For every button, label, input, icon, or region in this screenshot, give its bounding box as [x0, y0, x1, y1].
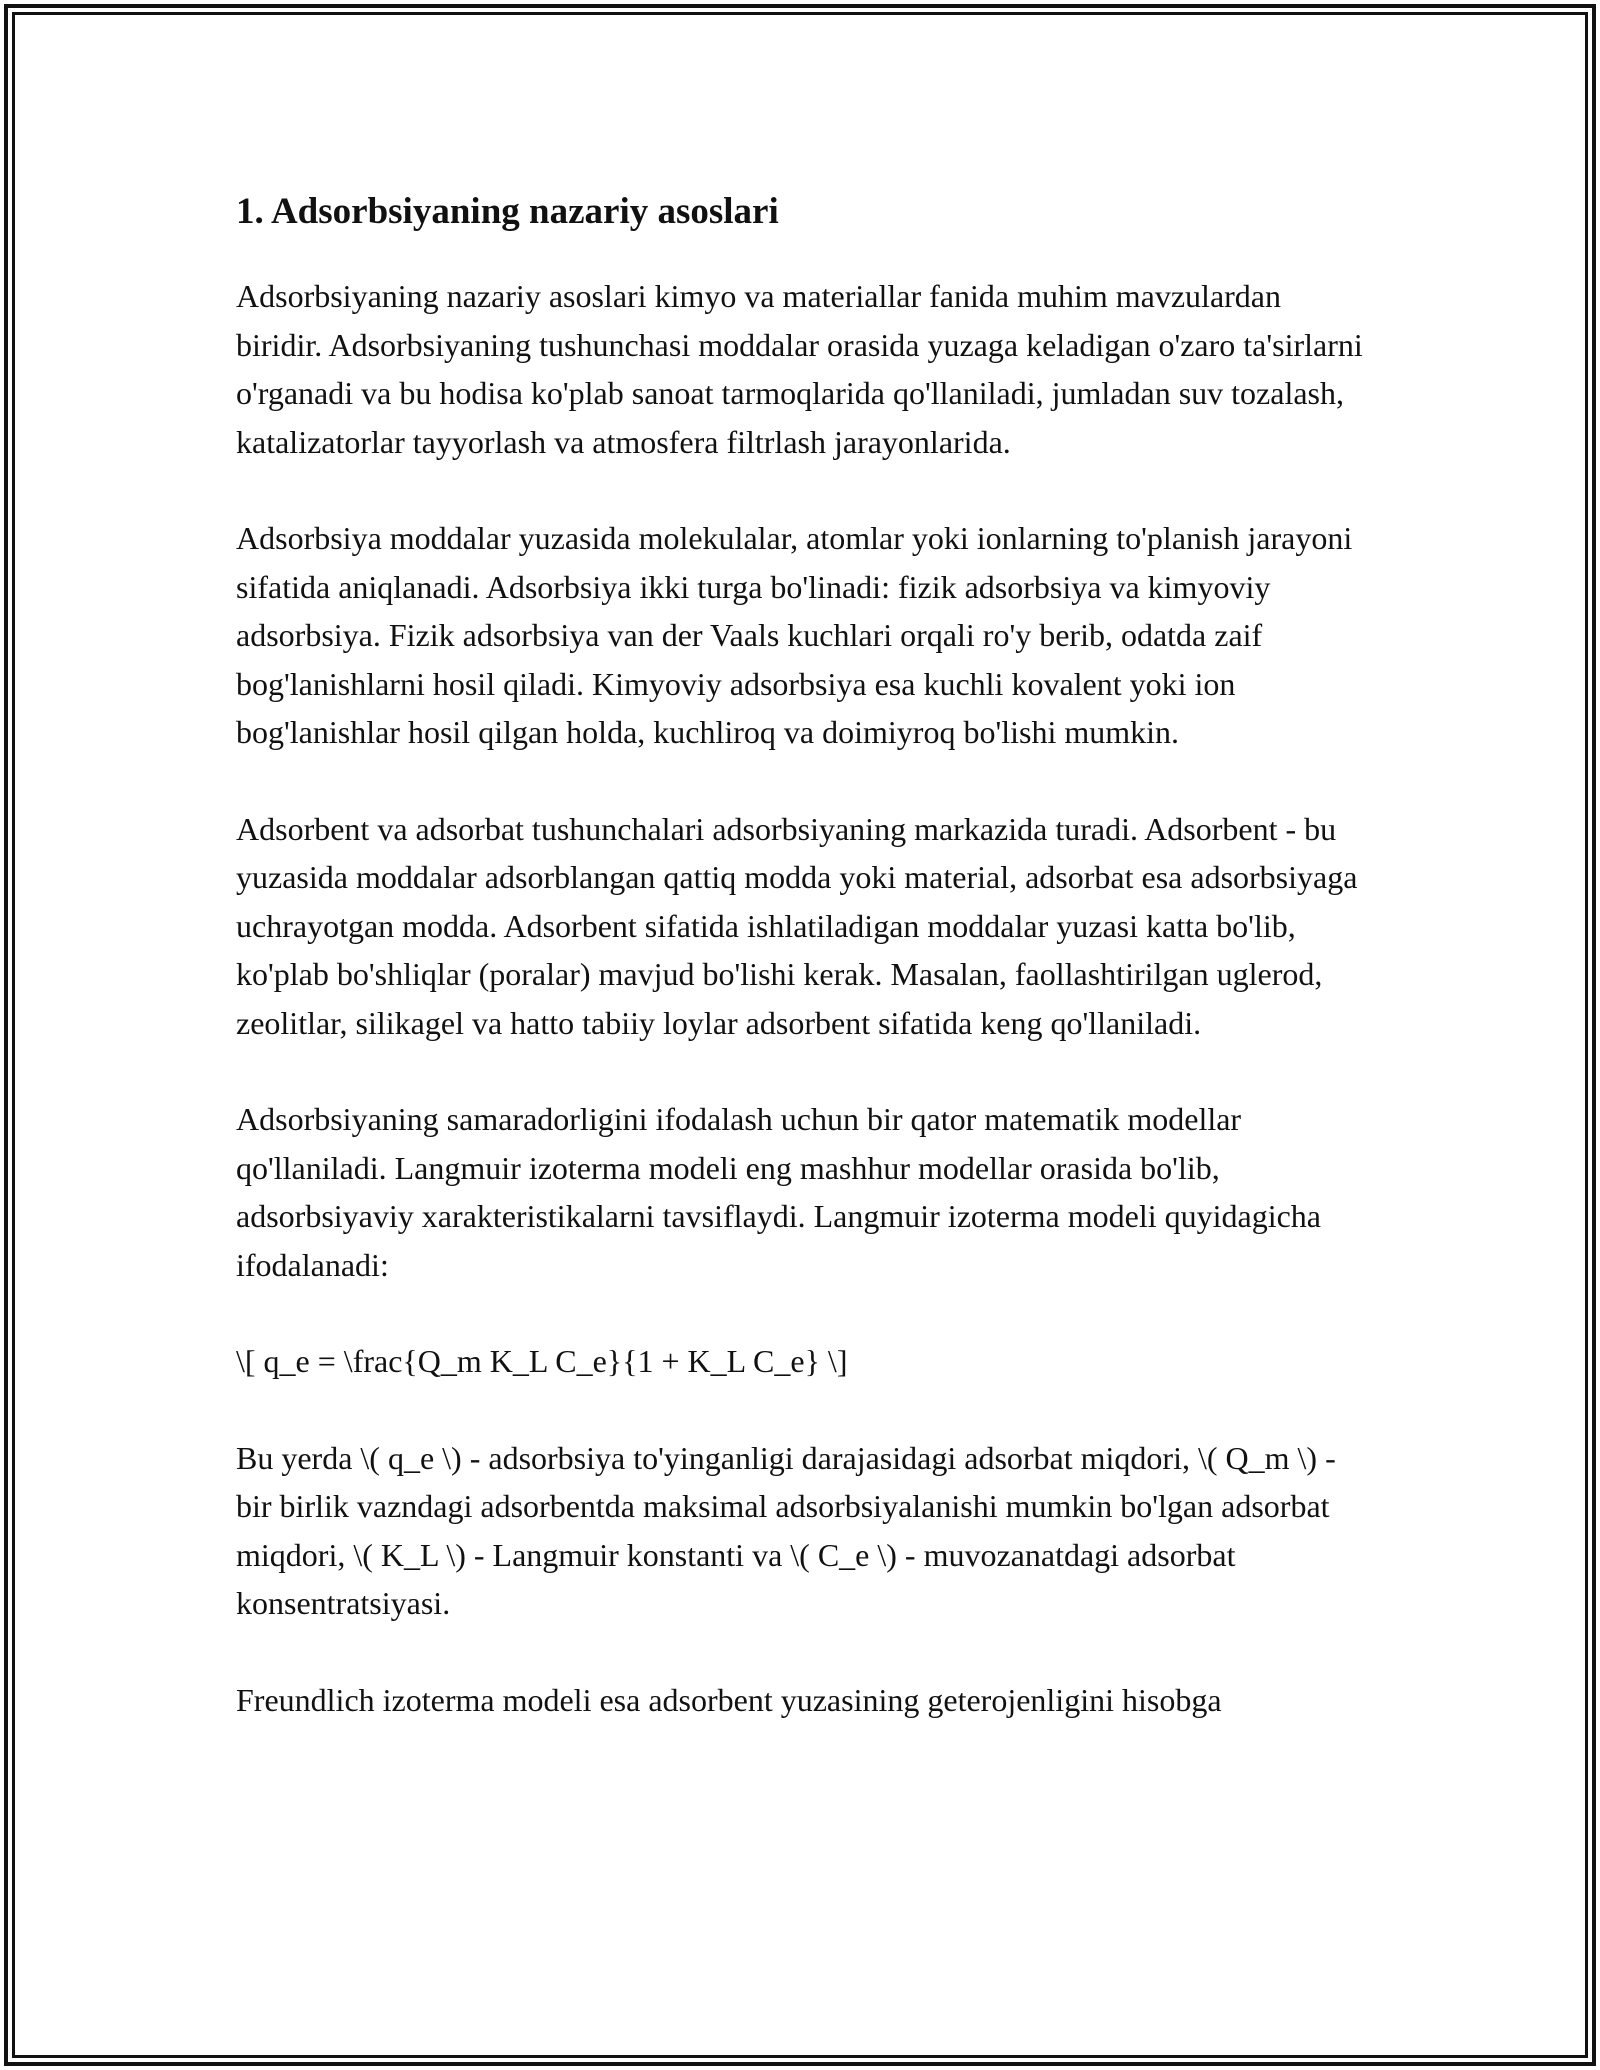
paragraph-intro: Adsorbsiyaning nazariy asoslari kimyo va materiallar fanida muhim mavzulardan biridir. Adsorbsiyaning tushunchasi moddalar orasida yuzaga keladigan o'zaro ta'sirlarni o'rganadi va bu hodisa ko'plab sanoat tarmoqlarida qo'llaniladi, jumladan suv tozalash, katalizatorlar tayyorlash va atmosfera filtrlash jarayonlarida.: [236, 278, 1363, 460]
paragraph-langmuir-intro: Adsorbsiyaning samaradorligini ifodalash uchun bir qator matematik modellar qo'llaniladi. Langmuir izoterma modeli eng mashhur modellar orasida bo'lib, adsorbsiyaviy xarakteristikalarni tavsiflaydi. Langmuir izoterma modeli quyidagicha ifodalanadi:: [236, 1101, 1321, 1283]
paragraph-formula-explanation: Bu yerda \( q_e \) - adsorbsiya to'yinganligi darajasidagi adsorbat miqdori, \( Q_m \) - bir birlik vazndagi adsorbentda maksimal adsorbsiyalanishi mumkin bo'lgan adsorbat miqdori, \( K_L \) - Langmuir konstanti va \( C_e \) - muvozanatdagi adsorbat konsentratsiyasi.: [236, 1439, 1336, 1621]
paragraph-adsorption-types: Adsorbsiya moddalar yuzasida molekulalar, atomlar yoki ionlarning to'planish jarayoni sifatida aniqlanadi. Adsorbsiya ikki turga bo'linadi: fizik adsorbsiya va kimyoviy adsorbsiya. Fizik adsorbsiya van der Vaals kuchlari orqali ro'y berib, odatda zaif bog'lanishlarni hosil qiladi. Kimyoviy adsorbsiya esa kuchli kovalent yoki ion bog'lanishlar hosil qilgan holda, kuchliroq va doimiyroq bo'lishi mumkin.: [236, 520, 1353, 750]
paragraph-freundlich: Freundlich izoterma modeli esa adsorbent yuzasining geterojenligini hisobga: [236, 1681, 1222, 1718]
langmuir-formula: \[ q_e = \frac{Q_m K_L C_e}{1 + K_L C_e} \]: [236, 1343, 848, 1379]
paragraph-adsorbent-adsorbate: Adsorbent va adsorbat tushunchalari adsorbsiyaning markazida turadi. Adsorbent - bu yuzasida moddalar adsorblangan qattiq modda yoki material, adsorbat esa adsorbsiyaga uchrayotgan modda. Adsorbent sifatida ishlatiladigan moddalar yuzasi katta bo'lib, ko'plab bo'shliqlar (poralar) mavjud bo'lishi kerak. Masalan, faollashtirilgan uglerod, zeolitlar, silikagel va hatto tabiiy loylar adsorbent sifatida keng qo'llaniladi.: [236, 810, 1358, 1041]
section-heading: 1. Adsorbsiyaning nazariy asoslari: [236, 191, 779, 232]
document-body: [236, 188, 1366, 1772]
